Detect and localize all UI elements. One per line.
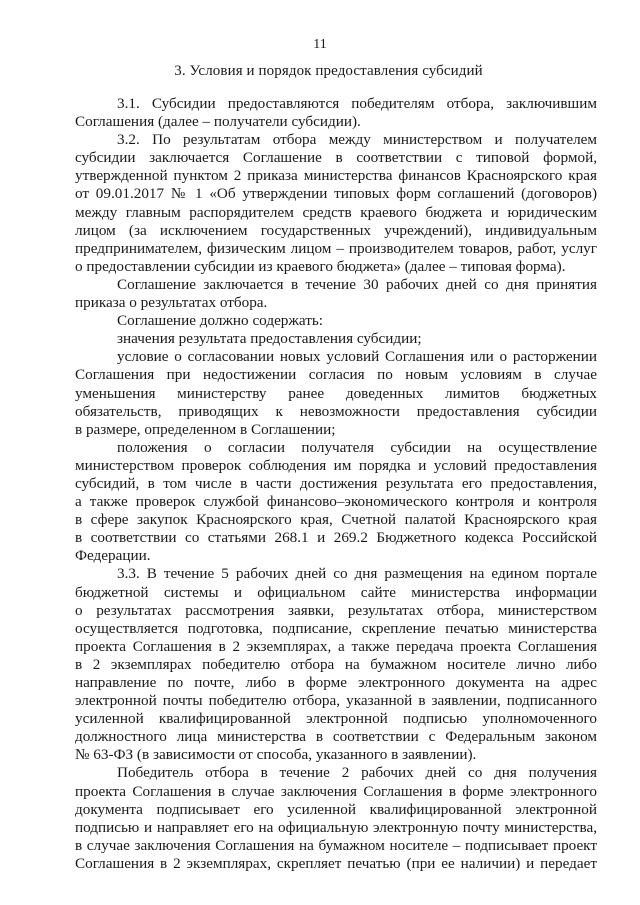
text-line: проекта Соглашения в случае заключения Соглашения в форме электронного [75, 782, 597, 800]
paragraph [75, 348, 597, 438]
text-line: субсидий, в том числе в части достижения результата его предоставления, [75, 474, 597, 492]
text-line: должностного лица министерства в соответствии с Федеральным законом [75, 728, 597, 746]
text-line: усиленной квалифицированной электронной подписью уполномоченного [75, 710, 597, 728]
paragraph [75, 312, 597, 330]
text-line: осуществляется подготовка, подписание, скрепление печатью министерства [75, 619, 597, 637]
text-line: значения результата предоставления субсидии; [117, 330, 422, 348]
text-line: Соглашение заключается в течение 30 рабочих дней со дня принятия [117, 275, 597, 293]
text-line: лицом (за исключением государственных учреждений), индивидуальным [75, 221, 597, 239]
body-text [75, 95, 597, 873]
paragraph [75, 764, 597, 873]
text-line: о результатах рассмотрения заявки, результатах отбора, министерством [75, 601, 597, 619]
text-line: 3.1. Субсидии предоставляются победителям отбора, заключившим [117, 95, 597, 112]
text-line: положения о согласии получателя субсидии на осуществление [117, 438, 597, 456]
section-heading: 3. Условия и порядок предоставления субсидий [174, 63, 483, 79]
text-line: субсидии заключается Соглашение в соответствии с типовой формой, [75, 149, 597, 167]
paragraph [75, 95, 597, 131]
text-line: электронной почты победителю отбора, указанной в заявлении, подписанного [75, 692, 597, 710]
text-line: Соглашения (далее – получатели субсидии). [75, 113, 361, 131]
text-line: между главным распорядителем средств краевого бюджета и юридическим [75, 203, 597, 221]
text-line: документа подписывает его усиленной квалифицированной электронной [75, 800, 597, 818]
text-line: проекта Соглашения в 2 экземплярах, а также передача проекта Соглашения [75, 637, 597, 655]
text-line: в 2 экземплярах победителю отбора на бумажном носителе лично либо [75, 655, 597, 673]
text-line: утвержденной пунктом 2 приказа министерства финансов Красноярского края [75, 167, 597, 185]
text-line: бюджетной системы и официальном сайте министерства информации [75, 583, 597, 601]
text-line: а также проверок службой финансово–экономического контроля и контроля [75, 493, 597, 511]
text-line: Федерации. [75, 547, 151, 565]
paragraph [75, 565, 597, 764]
text-line: уменьшения министерству ранее доведенных лимитов бюджетных [75, 384, 597, 402]
text-line: в соответствии со статьями 268.1 и 269.2 Бюджетного кодекса Российской [75, 529, 597, 547]
text-line: в сфере закупок Красноярского края, Счетной палатой Красноярского края [75, 511, 597, 529]
text-line: предпринимателем, физическим лицом – производителем товаров, работ, услуг [75, 239, 597, 257]
text-line: Соглашения при недостижении согласия по новым условиям в случае [75, 366, 597, 384]
page-number: 11 [313, 37, 327, 52]
text-line: о предоставлении субсидии из краевого бюджета» (далее – типовая форма). [75, 257, 566, 275]
text-line: подписью и направляет его на официальную электронную почту министерства, [75, 818, 597, 836]
paragraph [75, 439, 597, 566]
paragraph [75, 131, 597, 276]
text-line: обязательств, приводящих к невозможности предоставления субсидии [75, 402, 597, 420]
text-line: 3.2. По результатам отбора между министерством и получателем [117, 131, 597, 149]
text-line: Соглашения в 2 экземплярах, скрепляет печатью (при ее наличии) и передает [75, 854, 597, 872]
text-line: в случае заключения Соглашения на бумажном носителе – подписывает проект [75, 836, 597, 854]
text-line: условие о согласовании новых условий Соглашения или о расторжении [117, 348, 597, 366]
text-line: № 63-ФЗ (в зависимости от способа, указанного в заявлении). [75, 746, 477, 764]
text-line: министерством проверок соблюдения им порядка и условий предоставления [75, 456, 597, 474]
text-line: 3.3. В течение 5 рабочих дней со дня размещения на едином портале [117, 565, 597, 583]
paragraph [75, 330, 597, 348]
text-line: приказа о результатах отбора. [75, 294, 268, 312]
text-line: Победитель отбора в течение 2 рабочих дней со дня получения [117, 764, 597, 782]
text-line: направление по почте, либо в форме электронного документа на адрес [75, 674, 597, 691]
text-line: в размере, определенном в Соглашении; [75, 420, 336, 438]
text-line: Соглашение должно содержать: [117, 312, 324, 330]
paragraph [75, 276, 597, 312]
text-line: от 09.01.2017 № 1 «Об утверждении типовых форм соглашений (договоров) [75, 185, 597, 203]
